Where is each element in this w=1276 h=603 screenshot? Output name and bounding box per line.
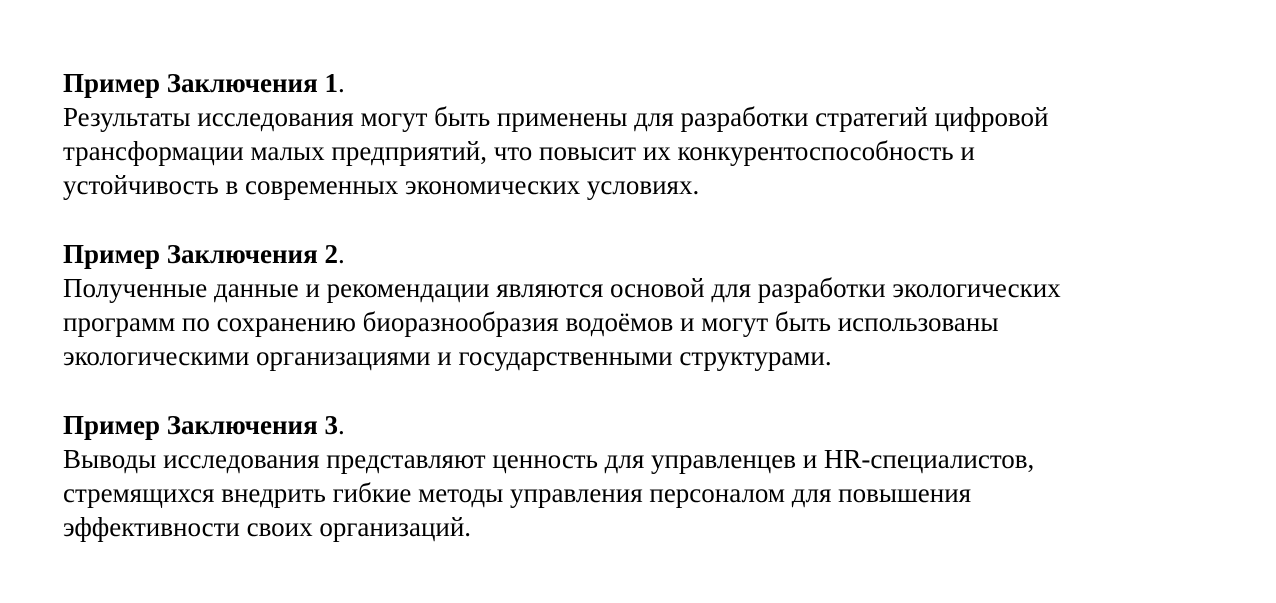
example-paragraph <box>63 271 1253 373</box>
example-heading-text: Пример Заключения 1 <box>63 68 338 98</box>
paragraph-line: Полученные данные и рекомендации являются основой для разработки экологических <box>63 273 1061 303</box>
conclusion-example-1 <box>63 66 1253 202</box>
example-heading-period: . <box>337 68 345 98</box>
paragraph-line: устойчивость в современных экономических условиях. <box>63 170 700 200</box>
conclusion-example-2 <box>63 237 1253 373</box>
example-heading-text: Пример Заключения 2 <box>63 239 338 269</box>
example-paragraph <box>63 442 1253 544</box>
example-heading-period: . <box>337 410 345 440</box>
example-heading <box>63 408 1253 442</box>
paragraph-line: программ по сохранению биоразнообразия водоёмов и могут быть использованы <box>63 307 999 337</box>
example-heading-text: Пример Заключения 3 <box>63 410 338 440</box>
example-heading <box>63 237 1253 271</box>
paragraph-line: стремящихся внедрить гибкие методы управления персоналом для повышения <box>63 478 972 508</box>
paragraph-line: трансформации малых предприятий, что повысит их конкурентоспособность и <box>63 136 975 166</box>
conclusion-example-3 <box>63 408 1253 544</box>
document-page <box>63 66 1253 579</box>
example-heading <box>63 66 1253 100</box>
paragraph-line: эффективности своих организаций. <box>63 512 472 542</box>
paragraph-line: Результаты исследования могут быть применены для разработки стратегий цифровой <box>63 102 1049 132</box>
example-heading-period: . <box>337 239 345 269</box>
paragraph-line: экологическими организациями и государственными структурами. <box>63 341 832 371</box>
example-paragraph <box>63 100 1253 202</box>
paragraph-line: Выводы исследования представляют ценность для управленцев и HR-специалистов, <box>63 444 1035 474</box>
